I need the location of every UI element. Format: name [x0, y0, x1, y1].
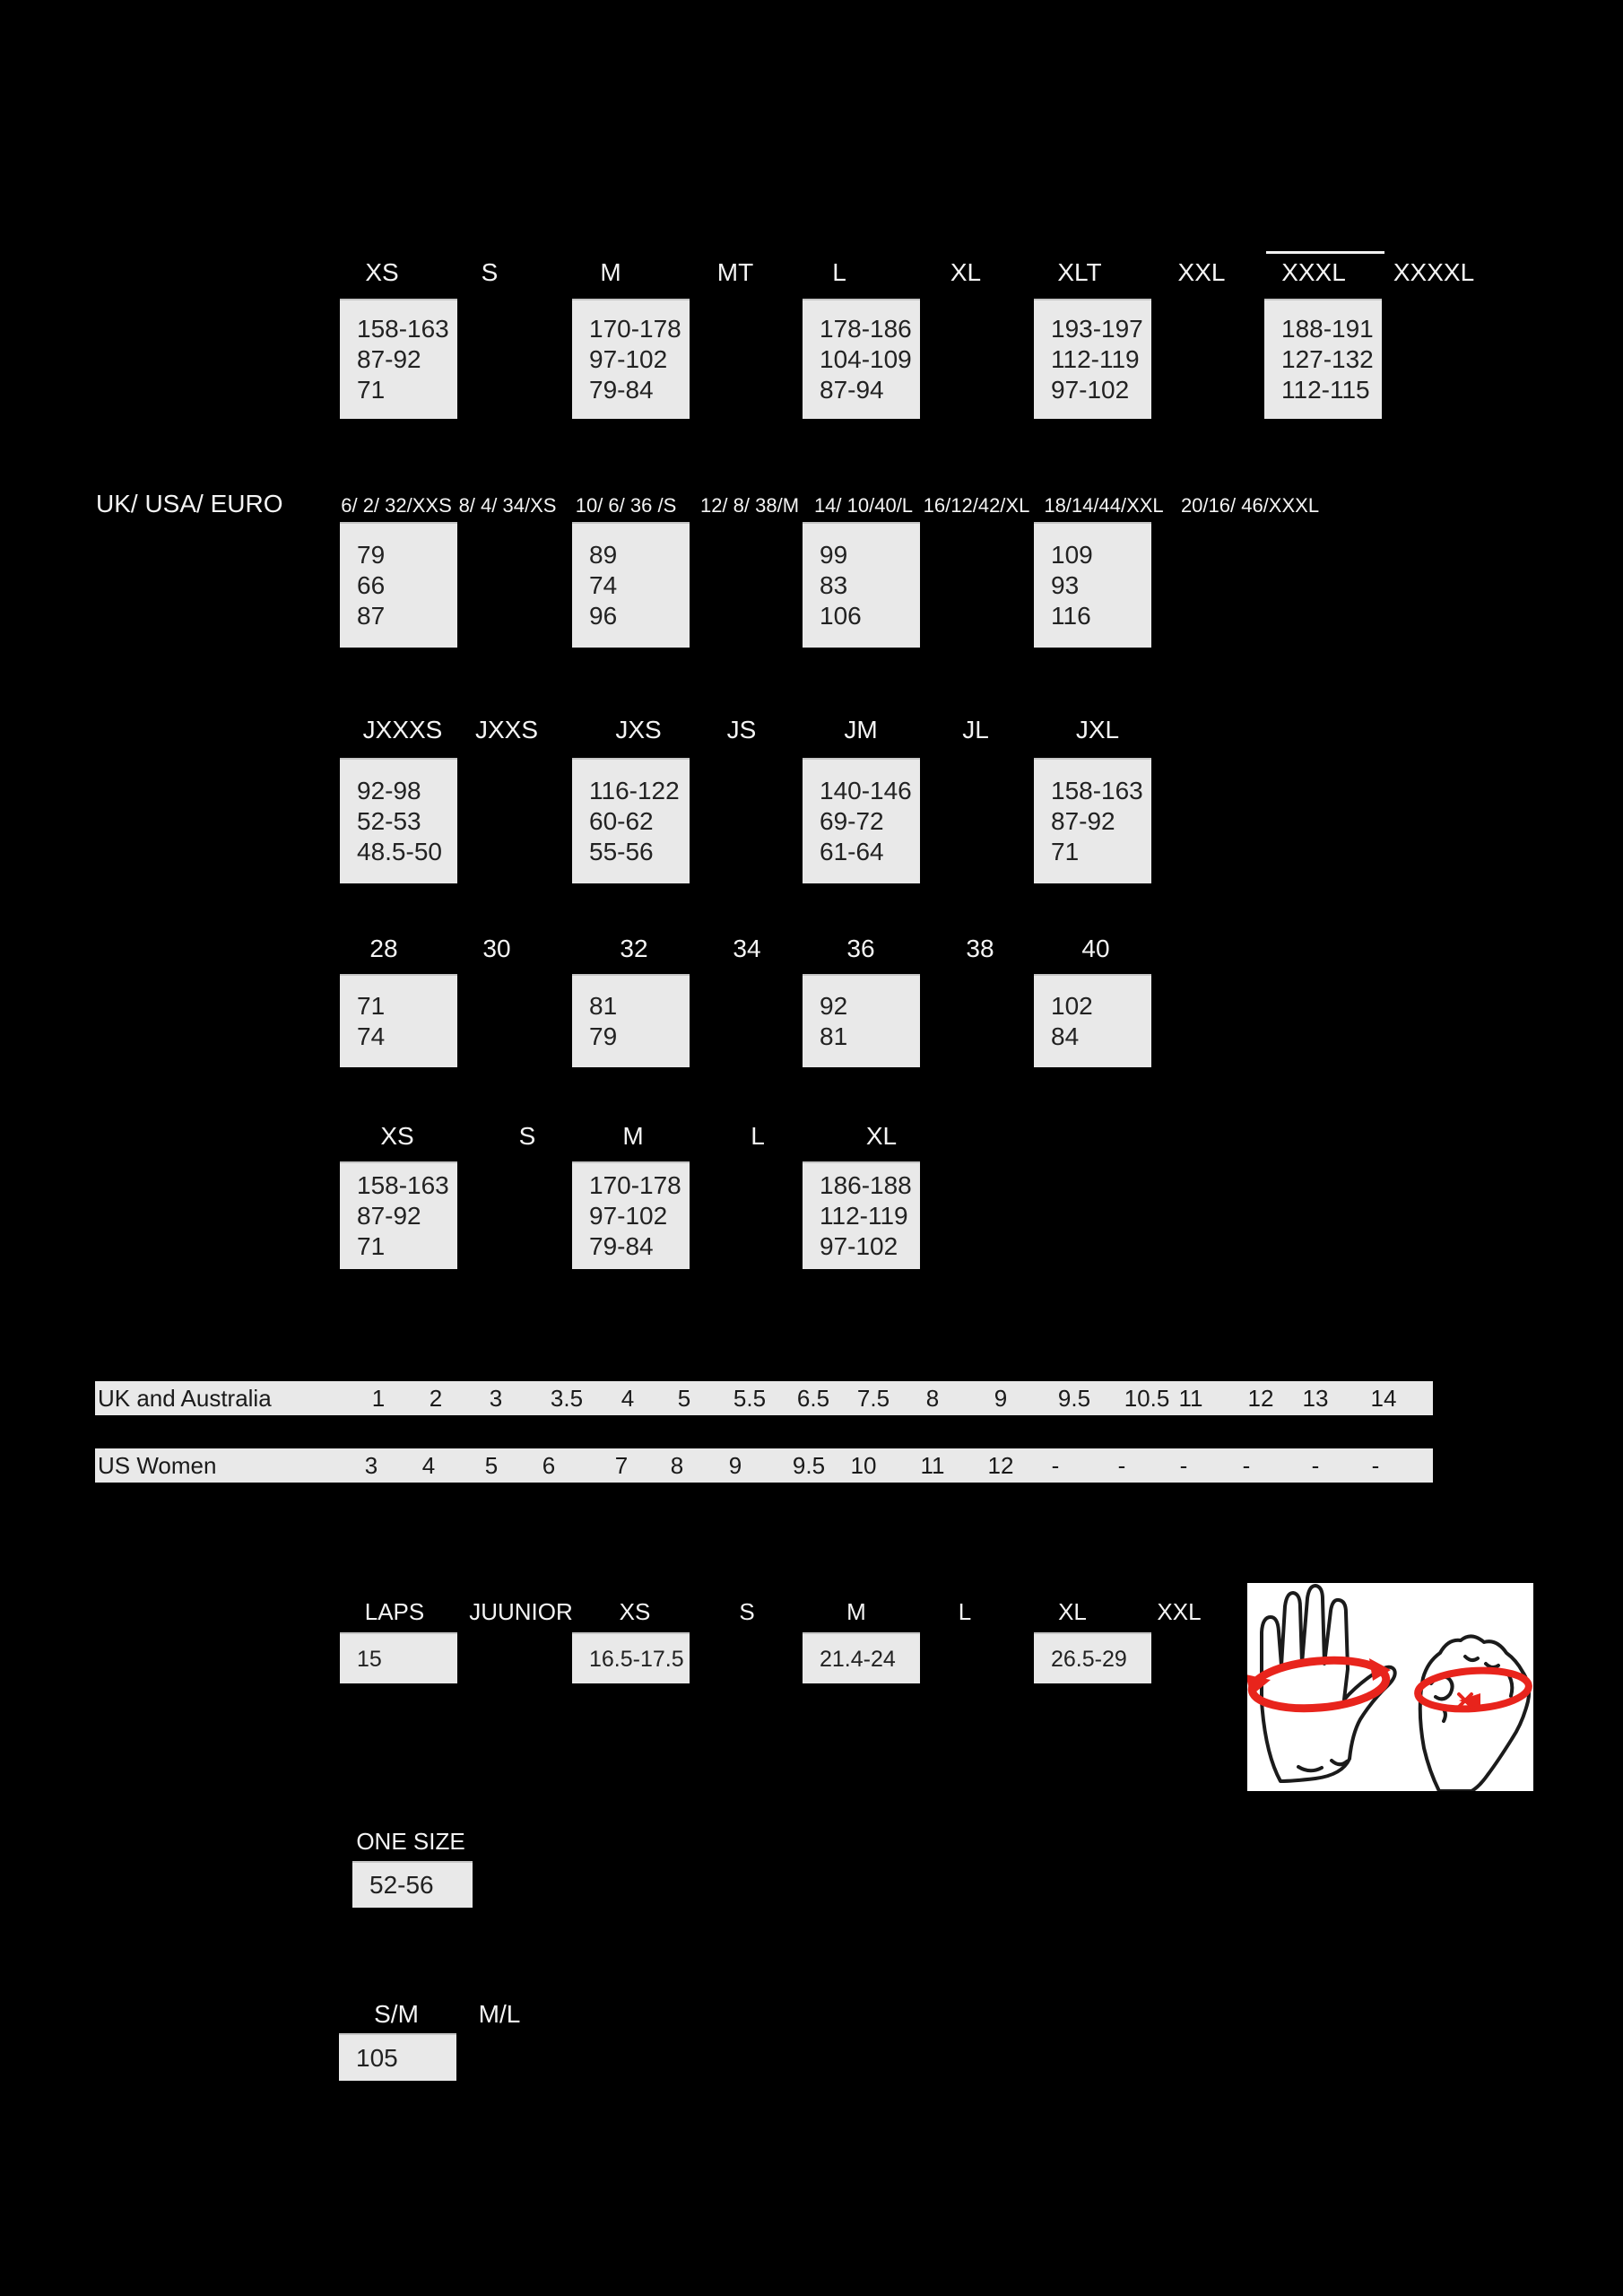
- measurement-box-10-6-36-s: [572, 522, 690, 648]
- shoe-size-value: 10.5: [1124, 1385, 1170, 1412]
- measurement-value: 99: [820, 541, 848, 569]
- measurement-box-xs: [572, 1632, 690, 1683]
- size-header-xxxxl: XXXXL: [1393, 258, 1475, 286]
- size-header-m: M: [622, 1122, 644, 1150]
- shoe-size-value: 2: [429, 1385, 443, 1412]
- size-header-s-m: S/M: [374, 2000, 419, 2028]
- measurement-value: 93: [1051, 571, 1080, 599]
- measurement-value: 92: [820, 992, 848, 1020]
- xxxl-overline-rule: [1266, 251, 1384, 254]
- size-header-xxl: XXL: [1177, 258, 1226, 286]
- shoe-size-value: 1: [371, 1385, 386, 1412]
- measurement-box-40: [1034, 974, 1151, 1067]
- size-header-8-4-34-xs: 8/ 4/ 34/XS: [458, 494, 557, 517]
- size-header-xs: XS: [380, 1122, 414, 1150]
- measurement-value: 16.5-17.5: [589, 1646, 684, 1672]
- size-header-18-14-44-xxl: 18/14/44/XXL: [1044, 494, 1164, 517]
- measurement-value: 52-53: [357, 807, 421, 835]
- measurement-value: 104-109: [820, 345, 912, 373]
- size-header-jxxs: JXXS: [474, 716, 539, 744]
- measurement-box-jxl: [1034, 758, 1151, 883]
- measurement-value: 116-122: [589, 777, 680, 804]
- measurement-value: 81: [589, 992, 618, 1020]
- size-header-16-12-42-xl: 16/12/42/XL: [923, 494, 1030, 517]
- size-header-xs: XS: [365, 258, 399, 286]
- measurement-value: 55-56: [589, 838, 654, 865]
- measurement-value: 102: [1051, 992, 1093, 1020]
- measurement-value: 48.5-50: [357, 838, 442, 865]
- shoe-size-value: 3.5: [550, 1385, 584, 1412]
- shoe-size-value: 4: [421, 1452, 436, 1479]
- shoe-size-value: -: [1311, 1452, 1320, 1479]
- size-header-xl: XL: [1058, 1598, 1087, 1625]
- measurement-value: 105: [356, 2043, 398, 2072]
- measurement-box-28: [340, 974, 457, 1067]
- shoe-size-value: 8: [925, 1385, 940, 1412]
- shoe-size-value: 6: [542, 1452, 556, 1479]
- measurement-value: 112-119: [1051, 345, 1140, 373]
- shoe-size-value: -: [1051, 1452, 1060, 1479]
- shoe-size-bar-us-women: [95, 1448, 1433, 1483]
- shoe-size-value: 11: [920, 1452, 945, 1479]
- measurement-value: 170-178: [589, 315, 681, 343]
- shoe-size-value: 9: [994, 1385, 1008, 1412]
- size-header-xlt: XLT: [1057, 258, 1102, 286]
- measurement-value: 97-102: [820, 1232, 898, 1260]
- measurement-value: 79-84: [589, 1232, 654, 1260]
- size-header-jxxxs: JXXXS: [362, 716, 443, 744]
- shoe-size-value: -: [1117, 1452, 1126, 1479]
- size-header-xxl: XXL: [1157, 1598, 1202, 1625]
- measurement-value: 81: [820, 1022, 848, 1050]
- shoe-size-value: 3: [364, 1452, 378, 1479]
- size-header-20-16-46-xxxl: 20/16/ 46/XXXL: [1180, 494, 1320, 517]
- measurement-value: 84: [1051, 1022, 1080, 1050]
- size-header-jl: JL: [962, 716, 989, 744]
- measurement-box-32: [572, 974, 690, 1067]
- measurement-box-jm: [803, 758, 920, 883]
- measurement-box-one-size: [352, 1861, 473, 1908]
- measurement-box-laps: [340, 1632, 457, 1683]
- size-header-10-6-36-s: 10/ 6/ 36 /S: [575, 494, 677, 517]
- shoe-size-value: 7.5: [856, 1385, 890, 1412]
- measurement-box-6-2-32-xxs: [340, 522, 457, 648]
- size-header-6-2-32-xxs: 6/ 2/ 32/XXS: [341, 494, 452, 517]
- measurement-value: 178-186: [820, 315, 912, 343]
- size-header-one-size: ONE SIZE: [356, 1828, 465, 1855]
- measurement-value: 193-197: [1051, 315, 1143, 343]
- shoe-size-value: 10: [850, 1452, 877, 1479]
- size-header-mt: MT: [716, 258, 754, 286]
- size-header-s: S: [739, 1598, 755, 1625]
- measurement-value: 15: [357, 1646, 382, 1672]
- measurement-value: 69-72: [820, 807, 884, 835]
- measurement-value: 66: [357, 571, 386, 599]
- measurement-value: 140-146: [820, 777, 912, 804]
- measurement-value: 71: [357, 376, 386, 404]
- uk-usa-euro-label: UK/ USA/ EURO: [96, 490, 283, 517]
- measurement-value: 92-98: [357, 777, 421, 804]
- measurement-value: 74: [357, 1022, 386, 1050]
- measurement-box-s-m: [339, 2033, 456, 2081]
- measurement-value: 96: [589, 602, 618, 630]
- measurement-box-m: [572, 299, 690, 419]
- measurement-box-xl: [803, 1161, 920, 1269]
- measurement-box-14-10-40-l: [803, 522, 920, 648]
- shoe-size-value: 9: [728, 1452, 742, 1479]
- size-header-jxl: JXL: [1075, 716, 1120, 744]
- shoe-size-value: 9.5: [1057, 1385, 1091, 1412]
- measurement-value: 71: [357, 992, 386, 1020]
- shoe-size-value: 13: [1302, 1385, 1329, 1412]
- size-header-jxs: JXS: [615, 716, 662, 744]
- size-header-laps: LAPS: [364, 1598, 425, 1625]
- shoe-size-value: 5.5: [733, 1385, 767, 1412]
- measurement-box-m: [803, 1632, 920, 1683]
- size-header-28: 28: [369, 935, 398, 962]
- shoe-size-bar-uk-and-australia: [95, 1381, 1433, 1415]
- shoe-row-label: US Women: [98, 1452, 217, 1479]
- measurement-value: 71: [357, 1232, 386, 1260]
- measurement-box-xxxl: [1264, 299, 1382, 419]
- size-header-m: M: [846, 1598, 866, 1625]
- measurement-value: 60-62: [589, 807, 654, 835]
- measurement-value: 127-132: [1281, 345, 1374, 373]
- measurement-value: 112-119: [820, 1202, 908, 1230]
- measurement-value: 87: [357, 602, 386, 630]
- measurement-value: 79: [357, 541, 386, 569]
- measurement-value: 170-178: [589, 1171, 681, 1199]
- size-header-l: L: [832, 258, 846, 286]
- measurement-value: 71: [1051, 838, 1080, 865]
- measurement-value: 87-92: [357, 1202, 421, 1230]
- measurement-value: 116: [1051, 602, 1091, 630]
- measurement-value: 97-102: [589, 1202, 668, 1230]
- measurement-value: 87-94: [820, 376, 884, 404]
- size-header-38: 38: [966, 935, 994, 962]
- shoe-size-value: 14: [1370, 1385, 1397, 1412]
- shoe-size-value: 12: [1247, 1385, 1274, 1412]
- measurement-value: 79-84: [589, 376, 654, 404]
- measurement-box-18-14-44-xxl: [1034, 522, 1151, 648]
- measurement-value: 79: [589, 1022, 618, 1050]
- measurement-box-jxxxs: [340, 758, 457, 883]
- shoe-size-value: 9.5: [792, 1452, 826, 1479]
- measurement-value: 112-115: [1281, 376, 1370, 404]
- shoe-size-value: 11: [1178, 1385, 1203, 1412]
- measurement-value: 21.4-24: [820, 1646, 896, 1672]
- shoe-row-label: UK and Australia: [98, 1385, 272, 1412]
- shoe-size-value: -: [1179, 1452, 1188, 1479]
- measurement-box-xs: [340, 299, 457, 419]
- shoe-size-value: 5: [484, 1452, 499, 1479]
- size-header-14-10-40-l: 14/ 10/40/L: [813, 494, 914, 517]
- shoe-size-value: 7: [614, 1452, 629, 1479]
- measurement-value: 74: [589, 571, 618, 599]
- measurement-value: 158-163: [357, 1171, 449, 1199]
- hand-illustration-svg: [1247, 1583, 1533, 1791]
- measurement-box-xl: [1034, 1632, 1151, 1683]
- measurement-value: 83: [820, 571, 848, 599]
- size-header-xs: XS: [619, 1598, 651, 1625]
- measurement-value: 97-102: [589, 345, 668, 373]
- size-header-s: S: [518, 1122, 536, 1150]
- size-header-l: L: [958, 1598, 972, 1625]
- size-header-30: 30: [482, 935, 511, 962]
- size-header-34: 34: [733, 935, 761, 962]
- measurement-box-l: [803, 299, 920, 419]
- measurement-box-xlt: [1034, 299, 1151, 419]
- size-header-juunior: JUUNIOR: [469, 1598, 573, 1625]
- size-header-40: 40: [1081, 935, 1110, 962]
- measurement-box-jxs: [572, 758, 690, 883]
- size-header-xl: XL: [865, 1122, 898, 1150]
- measurement-value: 97-102: [1051, 376, 1130, 404]
- measurement-value: 109: [1051, 541, 1093, 569]
- measurement-box-xs: [340, 1161, 457, 1269]
- shoe-size-value: 3: [489, 1385, 503, 1412]
- measurement-value: 52-56: [369, 1871, 434, 1899]
- measurement-value: 61-64: [820, 838, 884, 865]
- measurement-value: 26.5-29: [1051, 1646, 1127, 1672]
- measurement-value: 89: [589, 541, 618, 569]
- size-header-l: L: [751, 1122, 765, 1150]
- shoe-size-value: 4: [621, 1385, 635, 1412]
- size-header-xxxl: XXXL: [1281, 258, 1346, 286]
- measurement-value: 158-163: [357, 315, 449, 343]
- measurement-value: 87-92: [1051, 807, 1115, 835]
- measurement-value: 186-188: [820, 1171, 912, 1199]
- shoe-size-value: 5: [677, 1385, 691, 1412]
- size-header-s: S: [481, 258, 499, 286]
- size-header-36: 36: [846, 935, 875, 962]
- size-header-xl: XL: [950, 258, 982, 286]
- measurement-value: 106: [820, 602, 862, 630]
- shoe-size-value: 8: [670, 1452, 684, 1479]
- shoe-size-value: 12: [987, 1452, 1014, 1479]
- open-hand-icon: [1262, 1586, 1395, 1781]
- hand-measurement-illustration: [1247, 1583, 1533, 1791]
- shoe-size-value: -: [1371, 1452, 1380, 1479]
- measurement-value: 158-163: [1051, 777, 1143, 804]
- size-header-32: 32: [620, 935, 648, 962]
- size-header-jm: JM: [844, 716, 878, 744]
- measurement-box-m: [572, 1161, 690, 1269]
- size-header-js: JS: [726, 716, 757, 744]
- size-header-12-8-38-m: 12/ 8/ 38/M: [699, 494, 800, 517]
- measurement-value: 87-92: [357, 345, 421, 373]
- shoe-size-value: -: [1242, 1452, 1251, 1479]
- measurement-box-36: [803, 974, 920, 1067]
- size-header-m: M: [600, 258, 621, 286]
- measurement-value: 188-191: [1281, 315, 1374, 343]
- size-header-m-l: M/L: [478, 2000, 521, 2028]
- shoe-size-value: 6.5: [796, 1385, 830, 1412]
- fist-icon: [1420, 1636, 1529, 1791]
